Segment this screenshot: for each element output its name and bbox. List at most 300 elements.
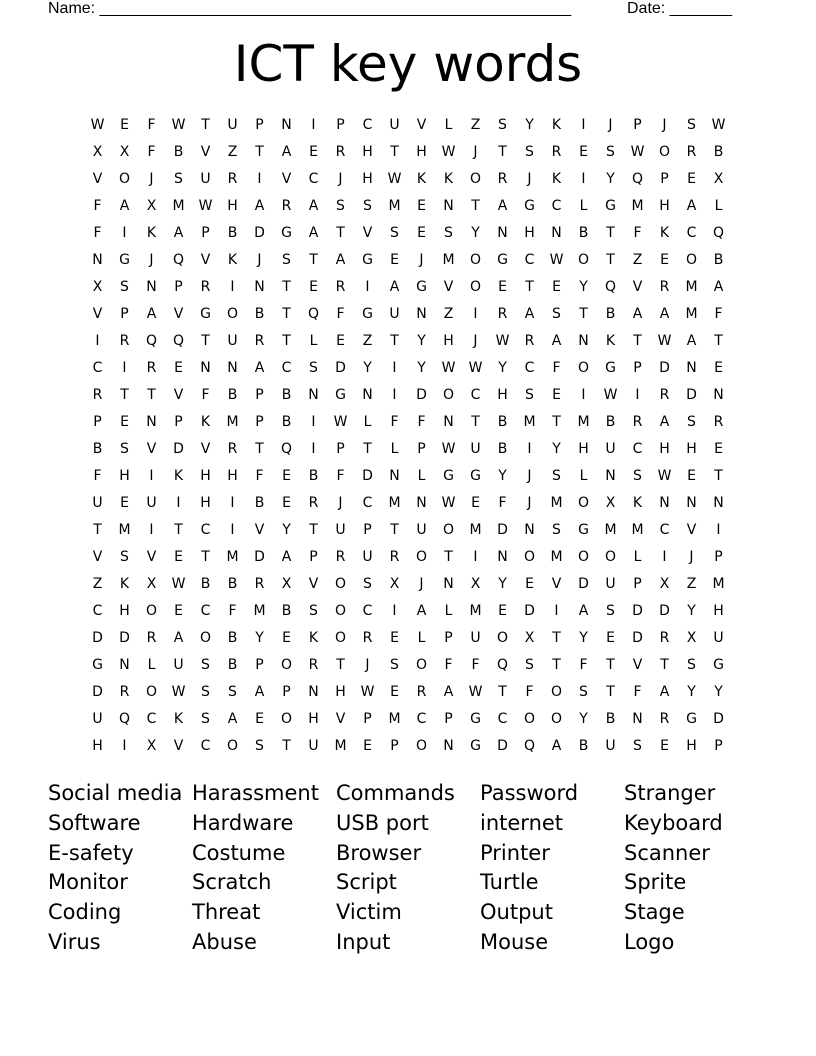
grid-letter[interactable]: W (171, 684, 186, 700)
grid-letter[interactable]: A (659, 684, 670, 700)
grid-letter[interactable]: Z (632, 252, 643, 268)
grid-letter[interactable]: G (362, 306, 373, 322)
grid-letter[interactable]: E (687, 171, 696, 187)
grid-letter[interactable]: X (281, 576, 292, 592)
grid-letter[interactable]: T (390, 333, 399, 349)
grid-letter[interactable]: M (226, 414, 239, 430)
grid-letter[interactable]: N (281, 117, 292, 133)
grid-letter[interactable]: R (524, 333, 535, 349)
grid-letter[interactable]: B (578, 738, 589, 754)
grid-letter[interactable]: E (471, 495, 480, 511)
grid-letter[interactable]: A (281, 549, 292, 565)
grid-letter[interactable]: S (120, 279, 129, 295)
grid-letter[interactable]: H (416, 144, 427, 160)
grid-letter[interactable]: V (200, 252, 211, 268)
grid-letter[interactable]: R (659, 279, 670, 295)
grid-letter[interactable]: P (255, 387, 264, 403)
grid-letter[interactable]: X (686, 630, 697, 646)
grid-letter[interactable]: S (633, 738, 642, 754)
grid-letter[interactable]: E (120, 414, 129, 430)
grid-letter[interactable]: I (581, 117, 586, 133)
grid-letter[interactable]: C (308, 171, 319, 187)
grid-letter[interactable]: N (227, 360, 238, 376)
grid-letter[interactable]: B (281, 603, 292, 619)
grid-letter[interactable]: Y (579, 711, 588, 727)
grid-letter[interactable]: Z (443, 306, 454, 322)
grid-letter[interactable]: V (200, 441, 211, 457)
grid-letter[interactable]: I (554, 603, 559, 619)
grid-letter[interactable]: T (606, 657, 615, 673)
grid-letter[interactable]: T (606, 225, 615, 241)
grid-letter[interactable]: G (605, 198, 616, 214)
grid-letter[interactable]: A (659, 306, 670, 322)
grid-letter[interactable]: T (471, 414, 480, 430)
grid-letter[interactable]: Q (172, 252, 185, 268)
grid-letter[interactable]: H (200, 468, 211, 484)
grid-letter[interactable]: O (334, 576, 347, 592)
grid-letter[interactable]: T (390, 144, 399, 160)
grid-letter[interactable]: E (498, 603, 507, 619)
grid-letter[interactable]: F (525, 684, 534, 700)
grid-letter[interactable]: I (149, 522, 154, 538)
grid-letter[interactable]: M (631, 522, 644, 538)
grid-letter[interactable]: N (308, 684, 319, 700)
grid-letter[interactable]: P (444, 711, 453, 727)
grid-letter[interactable]: M (631, 198, 644, 214)
grid-letter[interactable]: N (416, 306, 427, 322)
grid-letter[interactable]: V (146, 549, 157, 565)
grid-letter[interactable]: P (255, 117, 264, 133)
grid-letter[interactable]: I (311, 117, 316, 133)
grid-letter[interactable]: D (416, 387, 427, 403)
grid-letter[interactable]: R (497, 306, 508, 322)
grid-letter[interactable]: S (363, 198, 372, 214)
grid-letter[interactable]: T (606, 252, 615, 268)
grid-letter[interactable]: L (363, 414, 372, 430)
grid-letter[interactable]: W (171, 576, 186, 592)
grid-letter[interactable]: J (527, 468, 532, 484)
grid-letter[interactable]: I (392, 360, 397, 376)
grid-letter[interactable]: V (254, 522, 265, 538)
grid-letter[interactable]: U (146, 495, 157, 511)
grid-letter[interactable]: C (497, 711, 508, 727)
grid-letter[interactable]: R (146, 360, 157, 376)
grid-letter[interactable]: T (309, 522, 318, 538)
grid-letter[interactable]: S (336, 198, 345, 214)
grid-letter[interactable]: U (227, 117, 238, 133)
grid-letter[interactable]: O (226, 738, 239, 754)
grid-letter[interactable]: C (200, 738, 211, 754)
grid-letter[interactable]: J (527, 495, 532, 511)
grid-letter[interactable]: F (93, 225, 102, 241)
grid-letter[interactable]: O (550, 711, 563, 727)
grid-letter[interactable]: P (336, 441, 345, 457)
grid-letter[interactable]: H (686, 738, 697, 754)
grid-letter[interactable]: F (633, 684, 642, 700)
grid-letter[interactable]: B (497, 441, 508, 457)
grid-letter[interactable]: H (713, 603, 724, 619)
grid-letter[interactable]: T (282, 279, 291, 295)
grid-letter[interactable]: Y (687, 603, 696, 619)
grid-letter[interactable]: T (201, 549, 210, 565)
grid-letter[interactable]: B (497, 414, 508, 430)
grid-letter[interactable]: I (230, 279, 235, 295)
grid-letter[interactable]: G (92, 657, 103, 673)
grid-letter[interactable]: P (633, 576, 642, 592)
grid-letter[interactable]: U (389, 306, 400, 322)
grid-letter[interactable]: S (633, 468, 642, 484)
grid-letter[interactable]: S (579, 684, 588, 700)
grid-letter[interactable]: G (281, 225, 292, 241)
grid-letter[interactable]: A (308, 198, 319, 214)
grid-letter[interactable]: E (606, 630, 615, 646)
grid-letter[interactable]: M (550, 495, 563, 511)
grid-letter[interactable]: D (173, 441, 184, 457)
grid-letter[interactable]: V (416, 117, 427, 133)
grid-letter[interactable]: E (120, 117, 129, 133)
grid-letter[interactable]: A (443, 684, 454, 700)
grid-letter[interactable]: M (469, 603, 482, 619)
grid-letter[interactable]: E (660, 738, 669, 754)
grid-letter[interactable]: J (149, 252, 154, 268)
grid-letter[interactable]: R (92, 387, 103, 403)
grid-letter[interactable]: C (146, 711, 157, 727)
grid-letter[interactable]: A (524, 306, 535, 322)
grid-letter[interactable]: S (390, 657, 399, 673)
grid-letter[interactable]: L (579, 198, 588, 214)
grid-letter[interactable]: Y (552, 441, 561, 457)
grid-letter[interactable]: E (363, 738, 372, 754)
grid-letter[interactable]: A (551, 738, 562, 754)
grid-letter[interactable]: I (392, 387, 397, 403)
grid-letter[interactable]: X (146, 576, 157, 592)
grid-letter[interactable]: H (362, 171, 373, 187)
grid-letter[interactable]: X (524, 630, 535, 646)
grid-letter[interactable]: T (255, 441, 264, 457)
grid-letter[interactable]: M (118, 522, 131, 538)
grid-letter[interactable]: C (200, 603, 211, 619)
grid-letter[interactable]: D (254, 549, 265, 565)
grid-letter[interactable]: L (390, 441, 399, 457)
grid-letter[interactable]: U (227, 333, 238, 349)
grid-letter[interactable]: E (417, 225, 426, 241)
grid-letter[interactable]: W (711, 117, 726, 133)
grid-letter[interactable]: F (93, 468, 102, 484)
grid-letter[interactable]: S (552, 306, 561, 322)
grid-letter[interactable]: J (419, 252, 424, 268)
grid-letter[interactable]: G (497, 252, 508, 268)
grid-letter[interactable]: T (660, 657, 669, 673)
grid-letter[interactable]: L (147, 657, 156, 673)
grid-letter[interactable]: N (443, 738, 454, 754)
grid-letter[interactable]: K (308, 630, 319, 646)
grid-letter[interactable]: N (146, 279, 157, 295)
grid-letter[interactable]: S (201, 657, 210, 673)
grid-letter[interactable]: F (444, 657, 453, 673)
grid-letter[interactable]: U (200, 171, 211, 187)
grid-letter[interactable]: X (659, 576, 670, 592)
grid-letter[interactable]: P (714, 549, 723, 565)
grid-letter[interactable]: T (525, 279, 534, 295)
grid-letter[interactable]: Y (363, 360, 372, 376)
grid-letter[interactable]: I (149, 468, 154, 484)
grid-letter[interactable]: U (362, 549, 373, 565)
grid-letter[interactable]: T (714, 333, 723, 349)
grid-letter[interactable]: H (227, 198, 238, 214)
grid-letter[interactable]: S (309, 603, 318, 619)
grid-letter[interactable]: J (473, 333, 478, 349)
grid-letter[interactable]: S (120, 549, 129, 565)
grid-letter[interactable]: K (146, 225, 157, 241)
grid-letter[interactable]: V (686, 522, 697, 538)
grid-letter[interactable]: A (254, 198, 265, 214)
grid-letter[interactable]: I (176, 495, 181, 511)
grid-letter[interactable]: N (443, 414, 454, 430)
grid-letter[interactable]: R (659, 387, 670, 403)
grid-letter[interactable]: J (527, 171, 532, 187)
grid-letter[interactable]: U (389, 117, 400, 133)
grid-letter[interactable]: B (605, 414, 616, 430)
grid-letter[interactable]: Q (145, 333, 158, 349)
grid-letter[interactable]: E (120, 495, 129, 511)
grid-letter[interactable]: K (119, 576, 130, 592)
grid-letter[interactable]: C (200, 522, 211, 538)
grid-letter[interactable]: V (632, 279, 643, 295)
grid-letter[interactable]: D (335, 360, 346, 376)
grid-letter[interactable]: T (633, 333, 642, 349)
grid-letter[interactable]: N (389, 468, 400, 484)
grid-letter[interactable]: H (524, 225, 535, 241)
grid-letter[interactable]: A (173, 630, 184, 646)
grid-letter[interactable]: L (309, 333, 318, 349)
grid-letter[interactable]: H (362, 144, 373, 160)
grid-letter[interactable]: X (389, 576, 400, 592)
grid-letter[interactable]: B (200, 576, 211, 592)
grid-letter[interactable]: T (552, 414, 561, 430)
grid-letter[interactable]: K (227, 252, 238, 268)
grid-letter[interactable]: L (444, 117, 453, 133)
grid-letter[interactable]: T (471, 198, 480, 214)
grid-letter[interactable]: U (173, 657, 184, 673)
grid-letter[interactable]: R (308, 657, 319, 673)
grid-letter[interactable]: M (388, 495, 401, 511)
grid-letter[interactable]: Q (118, 711, 131, 727)
grid-letter[interactable]: E (174, 360, 183, 376)
grid-letter[interactable]: R (281, 198, 292, 214)
grid-letter[interactable]: H (308, 711, 319, 727)
grid-letter[interactable]: R (686, 144, 697, 160)
grid-letter[interactable]: V (551, 576, 562, 592)
grid-letter[interactable]: S (687, 657, 696, 673)
grid-letter[interactable]: F (552, 360, 561, 376)
grid-letter[interactable]: N (443, 198, 454, 214)
grid-letter[interactable]: Q (604, 279, 617, 295)
grid-letter[interactable]: C (551, 198, 562, 214)
grid-letter[interactable]: H (119, 468, 130, 484)
grid-letter[interactable]: B (227, 387, 238, 403)
grid-letter[interactable]: C (92, 360, 103, 376)
grid-letter[interactable]: T (93, 522, 102, 538)
grid-letter[interactable]: Y (498, 468, 507, 484)
grid-letter[interactable]: R (659, 711, 670, 727)
grid-letter[interactable]: S (201, 711, 210, 727)
grid-letter[interactable]: M (685, 306, 698, 322)
grid-letter[interactable]: I (581, 171, 586, 187)
grid-letter[interactable]: R (551, 144, 562, 160)
grid-letter[interactable]: P (633, 117, 642, 133)
grid-letter[interactable]: W (387, 171, 402, 187)
grid-letter[interactable]: Y (606, 171, 615, 187)
grid-letter[interactable]: L (417, 630, 426, 646)
grid-letter[interactable]: F (201, 387, 210, 403)
grid-letter[interactable]: X (470, 576, 481, 592)
grid-letter[interactable]: Q (631, 171, 644, 187)
grid-letter[interactable]: O (604, 549, 617, 565)
grid-letter[interactable]: P (714, 738, 723, 754)
grid-letter[interactable]: O (469, 279, 482, 295)
grid-letter[interactable]: N (524, 522, 535, 538)
grid-letter[interactable]: O (145, 684, 158, 700)
grid-letter[interactable]: G (362, 252, 373, 268)
grid-letter[interactable]: U (605, 576, 616, 592)
grid-letter[interactable]: D (362, 468, 373, 484)
grid-letter[interactable]: I (716, 522, 721, 538)
grid-letter[interactable]: Y (255, 630, 264, 646)
grid-letter[interactable]: R (308, 495, 319, 511)
grid-letter[interactable]: F (633, 225, 642, 241)
grid-letter[interactable]: S (309, 360, 318, 376)
grid-letter[interactable]: O (280, 657, 293, 673)
grid-letter[interactable]: W (603, 387, 618, 403)
grid-letter[interactable]: T (336, 225, 345, 241)
grid-letter[interactable]: Y (525, 117, 534, 133)
grid-letter[interactable]: S (363, 576, 372, 592)
grid-letter[interactable]: M (712, 576, 725, 592)
grid-letter[interactable]: D (659, 360, 670, 376)
grid-letter[interactable]: X (119, 144, 130, 160)
grid-letter[interactable]: J (608, 117, 613, 133)
grid-letter[interactable]: O (550, 684, 563, 700)
grid-letter[interactable]: K (659, 225, 670, 241)
grid-letter[interactable]: A (335, 252, 346, 268)
grid-letter[interactable]: E (525, 576, 534, 592)
grid-letter[interactable]: A (227, 711, 238, 727)
grid-letter[interactable]: X (146, 738, 157, 754)
grid-letter[interactable]: W (549, 252, 564, 268)
grid-letter[interactable]: H (659, 441, 670, 457)
grid-letter[interactable]: H (200, 495, 211, 511)
grid-letter[interactable]: L (444, 603, 453, 619)
grid-letter[interactable]: P (309, 549, 318, 565)
grid-letter[interactable]: I (365, 279, 370, 295)
grid-letter[interactable]: W (441, 495, 456, 511)
grid-letter[interactable]: X (92, 144, 103, 160)
grid-letter[interactable]: V (173, 387, 184, 403)
grid-letter[interactable]: E (579, 144, 588, 160)
grid-letter[interactable]: M (226, 549, 239, 565)
grid-letter[interactable]: Y (417, 333, 426, 349)
grid-letter[interactable]: D (713, 711, 724, 727)
grid-letter[interactable]: Y (498, 576, 507, 592)
grid-letter[interactable]: R (254, 333, 265, 349)
grid-letter[interactable]: T (336, 657, 345, 673)
grid-letter[interactable]: N (632, 711, 643, 727)
grid-letter[interactable]: G (443, 468, 454, 484)
grid-letter[interactable]: H (578, 441, 589, 457)
grid-letter[interactable]: R (632, 414, 643, 430)
grid-letter[interactable]: O (496, 630, 509, 646)
grid-letter[interactable]: I (311, 441, 316, 457)
grid-letter[interactable]: S (687, 117, 696, 133)
grid-letter[interactable]: O (199, 630, 212, 646)
grid-letter[interactable]: Y (417, 360, 426, 376)
grid-letter[interactable]: M (469, 522, 482, 538)
grid-letter[interactable]: S (228, 684, 237, 700)
grid-letter[interactable]: S (687, 414, 696, 430)
grid-letter[interactable]: E (660, 252, 669, 268)
grid-letter[interactable]: I (311, 414, 316, 430)
grid-letter[interactable]: P (363, 522, 372, 538)
grid-letter[interactable]: A (713, 279, 724, 295)
grid-letter[interactable]: W (90, 117, 105, 133)
grid-letter[interactable]: Z (92, 576, 103, 592)
grid-letter[interactable]: Q (280, 441, 293, 457)
grid-letter[interactable]: O (226, 306, 239, 322)
grid-letter[interactable]: G (335, 387, 346, 403)
grid-letter[interactable]: Y (498, 360, 507, 376)
grid-letter[interactable]: K (632, 495, 643, 511)
grid-letter[interactable]: L (633, 549, 642, 565)
grid-letter[interactable]: O (415, 657, 428, 673)
grid-letter[interactable]: J (149, 171, 154, 187)
grid-letter[interactable]: C (281, 360, 292, 376)
grid-letter[interactable]: S (282, 252, 291, 268)
grid-letter[interactable]: R (416, 684, 427, 700)
grid-letter[interactable]: F (417, 414, 426, 430)
grid-letter[interactable]: K (605, 333, 616, 349)
grid-letter[interactable]: P (390, 738, 399, 754)
grid-letter[interactable]: B (713, 252, 724, 268)
grid-letter[interactable]: W (441, 441, 456, 457)
grid-letter[interactable]: O (577, 549, 590, 565)
grid-letter[interactable]: I (230, 495, 235, 511)
grid-letter[interactable]: J (689, 549, 694, 565)
grid-letter[interactable]: G (119, 252, 130, 268)
grid-letter[interactable]: S (174, 171, 183, 187)
grid-letter[interactable]: E (687, 468, 696, 484)
grid-letter[interactable]: F (336, 306, 345, 322)
grid-letter[interactable]: G (605, 360, 616, 376)
grid-letter[interactable]: Z (686, 576, 697, 592)
grid-letter[interactable]: T (282, 738, 291, 754)
grid-letter[interactable]: T (174, 522, 183, 538)
grid-letter[interactable]: O (469, 171, 482, 187)
grid-letter[interactable]: S (552, 468, 561, 484)
grid-letter[interactable]: H (659, 198, 670, 214)
grid-letter[interactable]: A (578, 603, 589, 619)
grid-letter[interactable]: T (444, 549, 453, 565)
grid-letter[interactable]: H (686, 441, 697, 457)
grid-letter[interactable]: Y (282, 522, 291, 538)
grid-letter[interactable]: D (497, 522, 508, 538)
grid-letter[interactable]: D (632, 630, 643, 646)
grid-letter[interactable]: B (227, 657, 238, 673)
grid-letter[interactable]: A (173, 225, 184, 241)
grid-letter[interactable]: E (174, 549, 183, 565)
grid-letter[interactable]: O (442, 522, 455, 538)
grid-letter[interactable]: P (282, 684, 291, 700)
grid-letter[interactable]: S (444, 225, 453, 241)
